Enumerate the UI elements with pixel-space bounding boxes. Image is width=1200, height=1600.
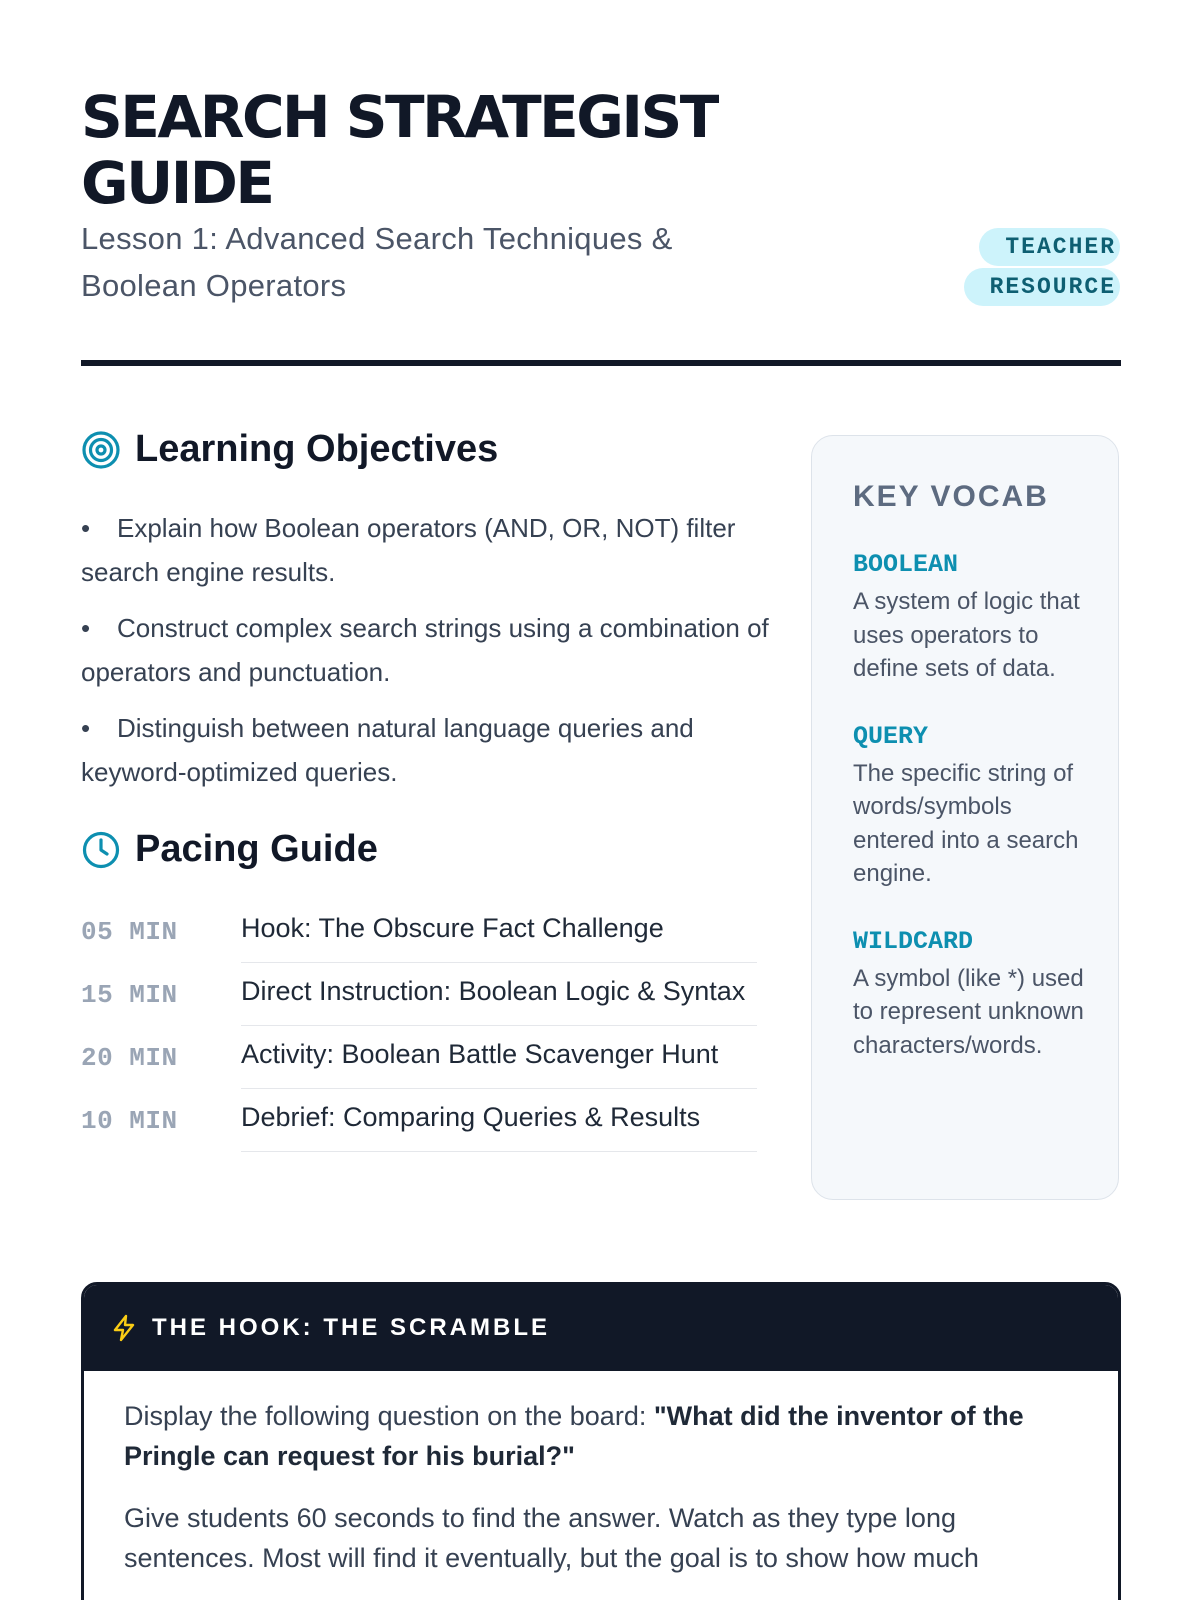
- pacing-row: [81, 963, 757, 1026]
- header-divider: [81, 360, 1121, 366]
- hook-heading: THE HOOK: THE SCRAMBLE: [152, 1314, 550, 1341]
- pacing-time: 20 MIN: [81, 1042, 178, 1073]
- vocab-heading: KEY VOCAB: [853, 480, 1049, 513]
- hook-question: "What did the inventor of the Pringle can request for his burial?": [124, 1401, 1024, 1471]
- key-vocab-card: [811, 435, 1119, 1200]
- vocab-term: BOOLEAN: [853, 550, 959, 579]
- objectives-list: [81, 506, 771, 806]
- pacing-activity: Activity: Boolean Battle Scavenger Hunt: [241, 1026, 757, 1089]
- hook-body: [84, 1371, 1118, 1578]
- pacing-row: [81, 1026, 757, 1089]
- hook-paragraph: Give students 60 seconds to find the answer. Watch as they type long sentences. Most will find it eventually, but the goal is to show how much: [124, 1503, 979, 1573]
- pacing-time: 05 MIN: [81, 916, 178, 947]
- page-title: SEARCH STRATEGIST GUIDE: [81, 83, 717, 217]
- hook-intro: Display the following question on the board:: [124, 1401, 654, 1431]
- pacing-row: [81, 1089, 757, 1152]
- bullet: •: [81, 513, 91, 543]
- target-icon: [81, 430, 121, 470]
- vocab-entry: [853, 722, 1088, 891]
- page-subtitle: Lesson 1: Advanced Search Techniques & Boolean Operators: [81, 221, 673, 303]
- vocab-definition: The specific string of words/symbols entered into a search engine.: [853, 759, 1079, 887]
- clock-icon: [81, 830, 121, 870]
- pacing-row: [81, 900, 757, 963]
- bullet: •: [81, 713, 91, 743]
- objectives-heading-label: Learning Objectives: [135, 428, 499, 470]
- vocab-term: QUERY: [853, 721, 929, 751]
- pacing-list: [81, 900, 757, 1152]
- pacing-time: 15 MIN: [81, 979, 178, 1010]
- objective-item: [81, 606, 771, 694]
- pacing-activity: Direct Instruction: Boolean Logic & Syntax: [241, 963, 757, 1026]
- pacing-time: 10 MIN: [81, 1105, 178, 1136]
- vocab-definition: A symbol (like *) used to represent unknown characters/words.: [853, 964, 1084, 1059]
- hook-header: [84, 1285, 1118, 1371]
- objective-item: [81, 706, 771, 794]
- pacing-activity: Debrief: Comparing Queries & Results: [241, 1089, 757, 1152]
- vocab-entry: [853, 927, 1088, 1063]
- hook-instruction: [124, 1396, 1078, 1476]
- bullet: •: [81, 613, 91, 643]
- hook-card: [81, 1282, 1121, 1600]
- pacing-heading-label: Pacing Guide: [135, 828, 378, 870]
- vocab-term: WILDCARD: [853, 926, 974, 956]
- objective-text: Distinguish between natural language queries and keyword-optimized queries.: [81, 713, 694, 787]
- objective-item: [81, 506, 771, 594]
- pacing-heading: [81, 828, 378, 871]
- objectives-heading: [81, 428, 498, 471]
- vocab-definition: A system of logic that uses operators to define sets of data.: [853, 588, 1080, 682]
- vocab-entry: [853, 550, 1088, 686]
- teacher-resource-badge: [950, 227, 1120, 307]
- badge-label: TEACHER RESOURCE: [964, 228, 1120, 306]
- lightning-icon: [110, 1314, 138, 1342]
- pacing-activity: Hook: The Obscure Fact Challenge: [241, 900, 757, 963]
- objective-text: Explain how Boolean operators (AND, OR, NOT) filter search engine results.: [81, 513, 736, 587]
- objective-text: Construct complex search strings using a combination of operators and punctuation.: [81, 613, 769, 687]
